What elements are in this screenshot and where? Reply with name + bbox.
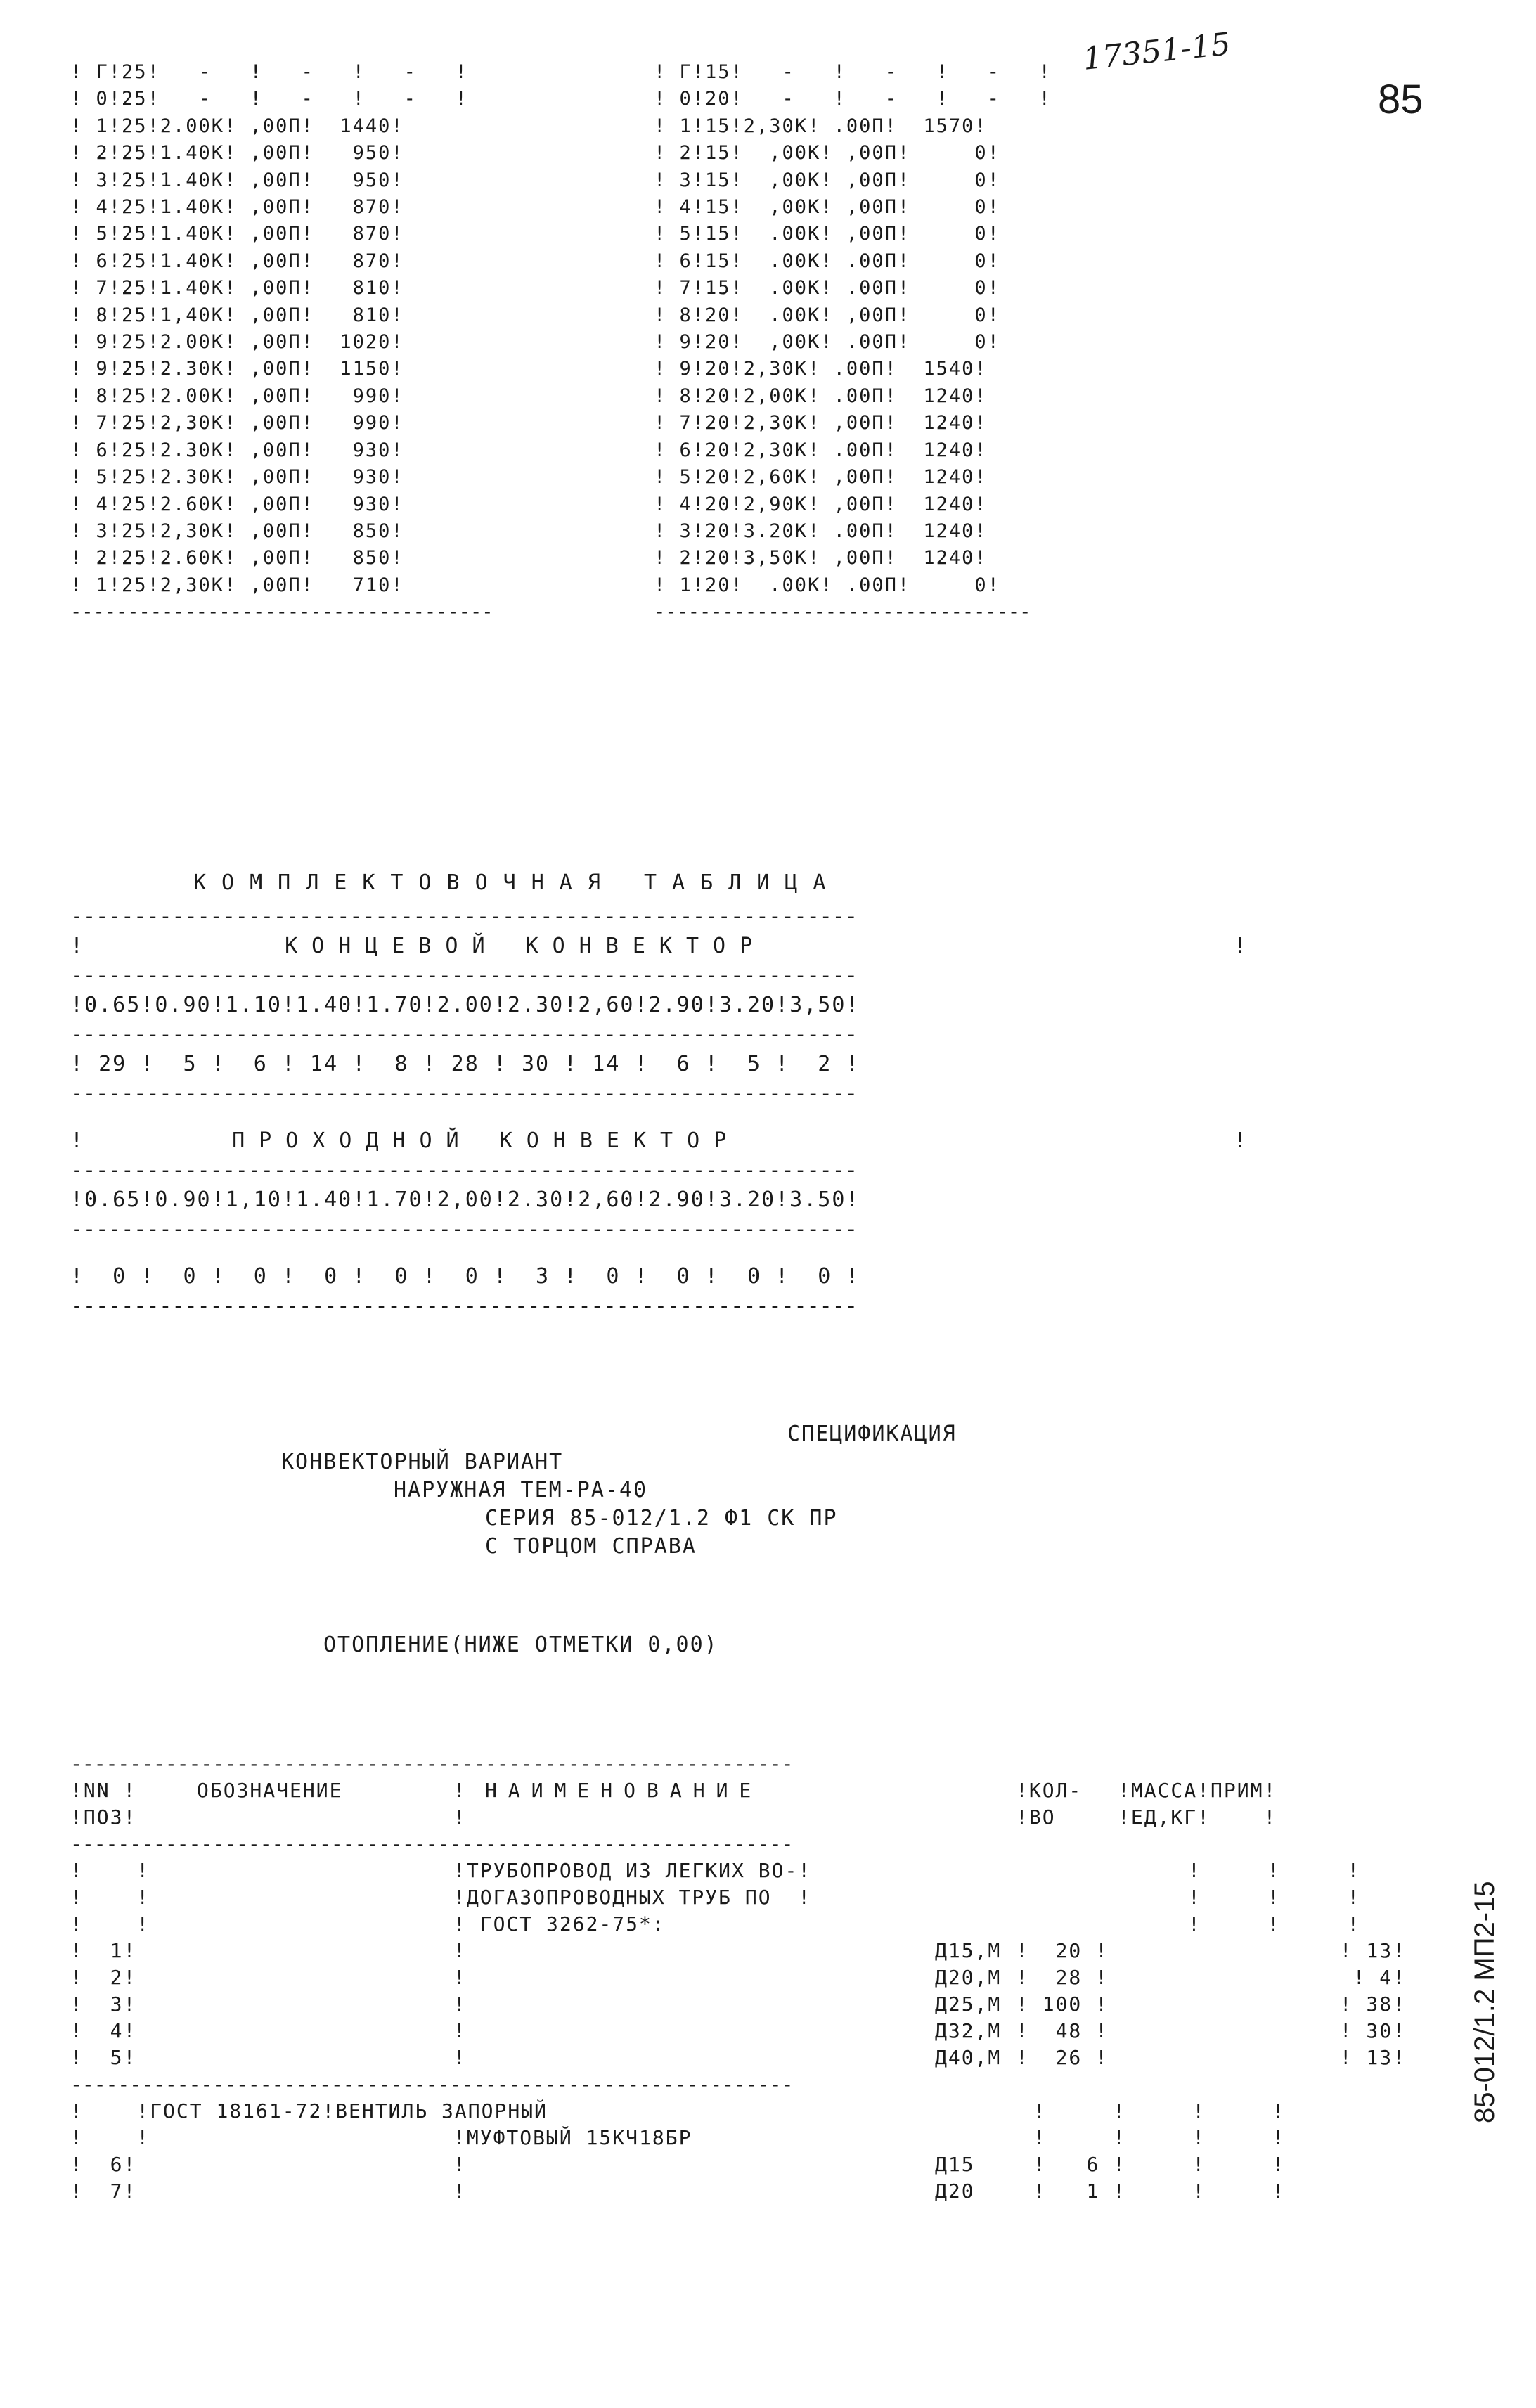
table-divider: -------------------------------------------------------------	[70, 1832, 794, 1855]
table-row: ! 5!15! .00К! ,00П! 0!	[654, 223, 1000, 245]
note-value: 30	[1366, 2019, 1393, 2042]
position-number: 6	[110, 2153, 124, 2176]
position-number: 3	[110, 1992, 124, 2016]
valve-size: Д20	[935, 2180, 975, 2203]
table-row: ! 9!25!2.00К! ,00П! 1020!	[70, 331, 404, 354]
spec-series: СЕРИЯ 85-012/1.2 Ф1 СК ПР	[485, 1506, 838, 1531]
note-value: 38	[1366, 1992, 1393, 2016]
table-row: ! Г!15! - ! - ! - !	[654, 61, 1052, 83]
table-row: ! 6!25!1.40К! ,00П! 870!	[70, 250, 404, 272]
table-row: ! 4!25!1.40К! ,00П! 870!	[70, 196, 404, 219]
item-description: ГОСТ 3262-75*:	[479, 1912, 666, 1936]
quantity: 26	[1055, 2046, 1083, 2069]
table-row: ! 7!25!1.40К! ,00П! 810!	[70, 277, 404, 300]
table-divider: --------------------------------------------------------------	[70, 1294, 858, 1318]
table-divider: -------------------------------------	[70, 601, 493, 624]
pipe-size: Д40,М	[935, 2046, 1002, 2069]
table-row: ! 9!20! ,00К! .00П! 0!	[654, 331, 1000, 354]
counts-row: ! 29 ! 5 ! 6 ! 14 ! 8 ! 28 ! 30 ! 14 ! 6 ! 5 ! 2 !	[70, 1052, 860, 1076]
table-row: ! 4!25!2.60К! ,00П! 930!	[70, 493, 404, 515]
table-row: ! 3!25!1.40К! ,00П! 950!	[70, 169, 404, 191]
table-row: ! 4!20!2,90К! ,00П! 1240!	[654, 493, 988, 515]
table-row: ! 9!25!2.30К! ,00П! 1150!	[70, 358, 404, 380]
item-description: МУФТОВЫЙ 15КЧ18БР	[466, 2126, 692, 2149]
note-value: 13	[1366, 1939, 1393, 1962]
note-value: 4	[1379, 1966, 1393, 1989]
document-code-stamp: 85-012/1.2 МП2-15	[1469, 1881, 1500, 2123]
table-row: ! 3!20!3.20К! .00П! 1240!	[654, 520, 988, 542]
valve-size: Д15	[935, 2153, 975, 2176]
position-number: 2	[110, 1966, 124, 1989]
section-title: ПРОХОДНОЙ КОНВЕКТОР	[232, 1128, 741, 1153]
table-divider: -------------------------------------------------------------	[70, 2073, 794, 2096]
table-divider: --------------------------------------------------------------	[70, 963, 858, 988]
note-value: 13	[1366, 2046, 1393, 2069]
item-designation: ГОСТ 18161-72	[150, 2099, 323, 2123]
table-row: ! 6!15! .00К! .00П! 0!	[654, 250, 1000, 272]
table-row: ! 9!20!2,30К! .00П! 1540!	[654, 358, 988, 380]
table-row: ! 6!20!2,30К! .00П! 1240!	[654, 439, 988, 461]
spec-title: СПЕЦИФИКАЦИЯ	[787, 1422, 957, 1446]
table-divider: --------------------------------------------------------------	[70, 1022, 858, 1047]
table-row: ! 5!25!2.30К! ,00П! 930!	[70, 466, 404, 489]
quantity: 100	[1042, 1992, 1083, 2016]
item-description: ТРУБОПРОВОД ИЗ ЛЕГКИХ ВО-	[466, 1859, 799, 1882]
item-description: ДОГАЗОПРОВОДНЫХ ТРУБ ПО	[466, 1886, 772, 1909]
quantity: 20	[1055, 1939, 1083, 1962]
section-header: ! ПРОХОДНОЙ КОНВЕКТОР !	[70, 1128, 1248, 1153]
page-number: 85	[1378, 77, 1424, 122]
table-divider: -------------------------------------------------------------	[70, 1752, 794, 1775]
table-row: ! 3!15! ,00К! ,00П! 0!	[654, 169, 1000, 191]
table-row: ! 7!25!2,30К! ,00П! 990!	[70, 412, 404, 434]
quantity: 1	[1086, 2180, 1100, 2203]
item-description: ВЕНТИЛЬ ЗАПОРНЫЙ	[335, 2099, 548, 2123]
quantity: 28	[1055, 1966, 1083, 1989]
table-divider: --------------------------------------------------------------	[70, 1217, 858, 1242]
table-row: ! 1!25!2,30К! ,00П! 710!	[70, 574, 404, 596]
table-row: ! 2!25!2.60К! ,00П! 850!	[70, 547, 404, 569]
header-qty-2: ВО	[1028, 1805, 1056, 1829]
assembly-table	[70, 868, 1248, 1321]
header-designation: ОБОЗНАЧЕНИЕ	[197, 1779, 343, 1802]
header-nn: NN	[83, 1779, 110, 1802]
quantity: 6	[1086, 2153, 1100, 2176]
header-mass-2: ЕД,КГ	[1130, 1805, 1198, 1829]
table-row: ! 3!25!2,30К! ,00П! 850!	[70, 520, 404, 542]
table-row: ! 7!20!2,30К! ,00П! 1240!	[654, 412, 988, 434]
section-title: КОНЦЕВОЙ КОНВЕКТОР	[285, 934, 767, 958]
table-divider: --------------------------------------------------------------	[70, 904, 858, 929]
pipe-size: Д20,М	[935, 1966, 1002, 1989]
handwritten-note: 17351-15	[1080, 26, 1232, 77]
top-left-table	[70, 59, 493, 626]
spec-orientation: С ТОРЦОМ СПРАВА	[485, 1534, 697, 1559]
spec-heating: ОТОПЛЕНИЕ(НИЖЕ ОТМЕТКИ 0,00)	[323, 1633, 718, 1657]
table-row: ! 5!25!1.40К! ,00П! 870!	[70, 223, 404, 245]
sizes-row: !0.65!0.90!1,10!1.40!1.70!2,00!2.30!2,60!2.90!3.20!3.50!	[70, 1187, 860, 1212]
table-divider: --------------------------------------------------------------	[70, 1158, 858, 1183]
table-row: ! 8!20! .00К! ,00П! 0!	[654, 304, 1000, 326]
top-right-table	[654, 59, 1052, 626]
position-number: 1	[110, 1939, 124, 1962]
section-header: ! КОНЦЕВОЙ КОНВЕКТОР !	[70, 934, 1248, 958]
table-row: ! 8!20!2,00К! .00П! 1240!	[654, 385, 988, 407]
position-number: 7	[110, 2180, 124, 2203]
spec-outdoor-temp: НАРУЖНАЯ ТЕМ-РА-40	[394, 1478, 648, 1502]
table-row: ! 1!20! .00К! .00П! 0!	[654, 574, 1000, 596]
counts-row: ! 0 ! 0 ! 0 ! 0 ! 0 ! 0 ! 3 ! 0 ! 0 ! 0 ! 0 !	[70, 1264, 860, 1289]
table-divider: --------------------------------------------------------------	[70, 1081, 858, 1106]
table-row: ! Г!25! - ! - ! - !	[70, 61, 468, 83]
table-row: ! 0!20! - ! - ! - !	[654, 88, 1052, 110]
spec-variant: КОНВЕКТОРНЫЙ ВАРИАНТ	[281, 1450, 564, 1474]
pipe-size: Д15,М	[935, 1939, 1002, 1962]
table-row: ! 4!15! ,00К! ,00П! 0!	[654, 196, 1000, 219]
position-number: 4	[110, 2019, 124, 2042]
position-number: 5	[110, 2046, 124, 2069]
quantity: 48	[1055, 2019, 1083, 2042]
pipe-size: Д25,М	[935, 1992, 1002, 2016]
table-divider: ---------------------------------	[654, 601, 1031, 624]
table-row: ! 6!25!2.30К! ,00П! 930!	[70, 439, 404, 461]
table-row: ! 2!25!1.40К! ,00П! 950!	[70, 142, 404, 165]
header-qty: КОЛ-	[1028, 1779, 1083, 1802]
table-row: ! 1!25!2.00К! ,00П! 1440!	[70, 115, 404, 137]
assembly-table-title: КОМПЛЕКТОВОЧНАЯ ТАБЛИЦА	[193, 870, 841, 895]
header-mass: МАССА	[1130, 1779, 1198, 1802]
header-note: ПРИМ	[1211, 1779, 1264, 1802]
table-row: ! 7!15! .00К! .00П! 0!	[654, 277, 1000, 300]
table-row: ! 5!20!2,60К! ,00П! 1240!	[654, 466, 988, 489]
header-poz: ПОЗ	[83, 1805, 124, 1829]
table-row: ! 8!25!1,40К! ,00П! 810!	[70, 304, 404, 326]
table-row: ! 2!20!3,50К! ,00П! 1240!	[654, 547, 988, 569]
table-row: ! 0!25! - ! - ! - !	[70, 88, 468, 110]
sizes-row: !0.65!0.90!1.10!1.40!1.70!2.00!2.30!2,60!2.90!3.20!3,50!	[70, 993, 860, 1017]
table-row: ! 2!15! ,00К! ,00П! 0!	[654, 142, 1000, 165]
pipe-size: Д32,М	[935, 2019, 1002, 2042]
table-row: ! 1!15!2,30К! .00П! 1570!	[654, 115, 988, 137]
header-name: НАИМЕНОВАНИЕ	[485, 1779, 763, 1802]
table-row: ! 8!25!2.00К! ,00П! 990!	[70, 385, 404, 407]
